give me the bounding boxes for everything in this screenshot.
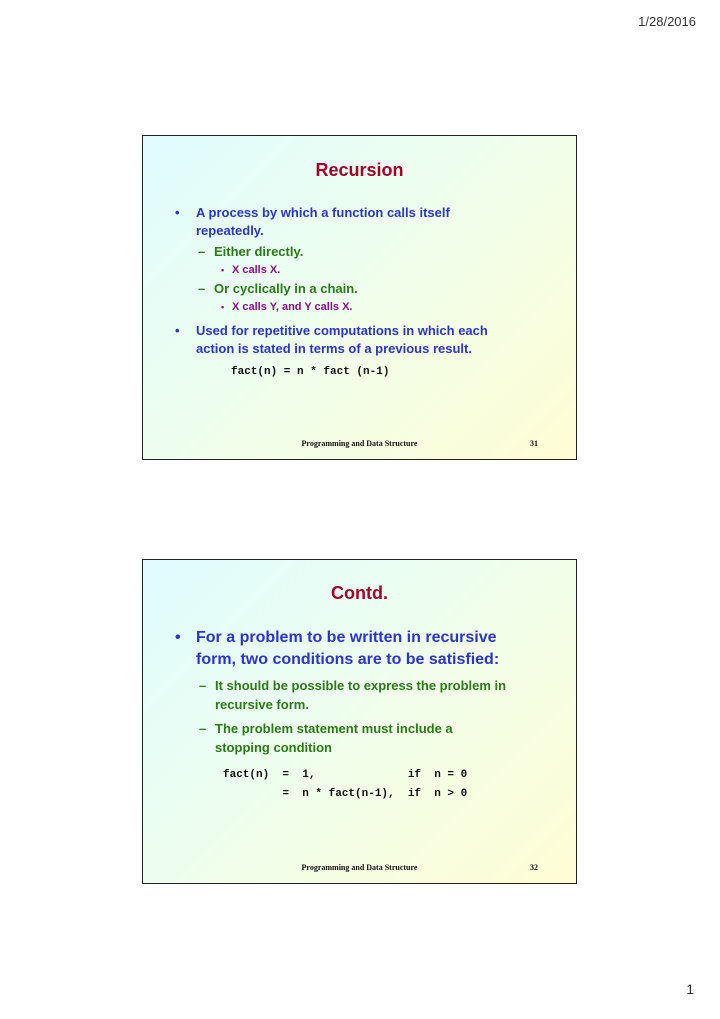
sub-bullet-line: stopping condition: [215, 740, 332, 755]
code-line: fact(n) = 1, if n = 0: [223, 769, 468, 781]
footer-title: Programming and Data Structure: [301, 439, 418, 448]
slide-content: [143, 204, 576, 378]
bullet-item: [143, 322, 576, 358]
sub-bullet-item: [143, 244, 576, 260]
bullet-item: [143, 627, 576, 671]
slide-footer: [143, 439, 576, 451]
sub-bullet-text: Or cyclically in a chain.: [214, 281, 358, 296]
sub-bullet-item: [143, 676, 576, 714]
bullet-icon: •: [221, 302, 225, 312]
sub-bullet-text: Either directly.: [214, 244, 304, 259]
dash-icon: –: [199, 678, 207, 693]
slide-number: 31: [530, 439, 538, 448]
dash-icon: –: [198, 281, 206, 296]
slide-title: Recursion: [315, 160, 404, 180]
slide-number: 32: [530, 863, 538, 872]
bullet-icon: •: [175, 629, 181, 646]
sub-bullet-line: recursive form.: [215, 697, 309, 712]
code-line: fact(n) = n * fact (n-1): [231, 366, 390, 378]
slide-contd: [142, 559, 577, 884]
sub-bullet-line: It should be possible to express the problem in: [215, 678, 507, 693]
sub-bullet-line: The problem statement must include a: [215, 721, 453, 736]
subsub-bullet-item: [143, 300, 576, 314]
slide-footer: [143, 863, 576, 875]
code-line: = n * fact(n-1), if n > 0: [223, 788, 468, 800]
slide-recursion: [142, 135, 577, 460]
bullet-item: [143, 204, 576, 240]
bullet-icon: •: [221, 265, 225, 275]
bullet-line: Used for repetitive computations in which each: [196, 323, 488, 338]
bullet-line: form, two conditions are to be satisfied:: [196, 651, 500, 668]
page-number: 1: [686, 981, 694, 997]
bullet-line: For a problem to be written in recursive: [196, 629, 497, 646]
code-block: [143, 766, 576, 804]
bullet-line: A process by which a function calls itself: [196, 205, 450, 220]
slide-content: [143, 627, 576, 804]
subsub-bullet-item: [143, 263, 576, 277]
bullet-icon: •: [175, 323, 180, 338]
sub-bullet-item: [143, 281, 576, 297]
dash-icon: –: [199, 721, 207, 736]
bullet-icon: •: [175, 205, 180, 220]
header-date: 1/28/2016: [638, 14, 696, 29]
dash-icon: –: [198, 244, 206, 259]
subsub-bullet-text: X calls X.: [232, 264, 281, 276]
bullet-line: repeatedly.: [196, 223, 264, 238]
sub-bullet-item: [143, 719, 576, 757]
slide-title: Contd.: [331, 583, 388, 603]
subsub-bullet-text: X calls Y, and Y calls X.: [232, 301, 353, 313]
bullet-line: action is stated in terms of a previous result.: [196, 341, 472, 356]
footer-title: Programming and Data Structure: [301, 863, 418, 872]
